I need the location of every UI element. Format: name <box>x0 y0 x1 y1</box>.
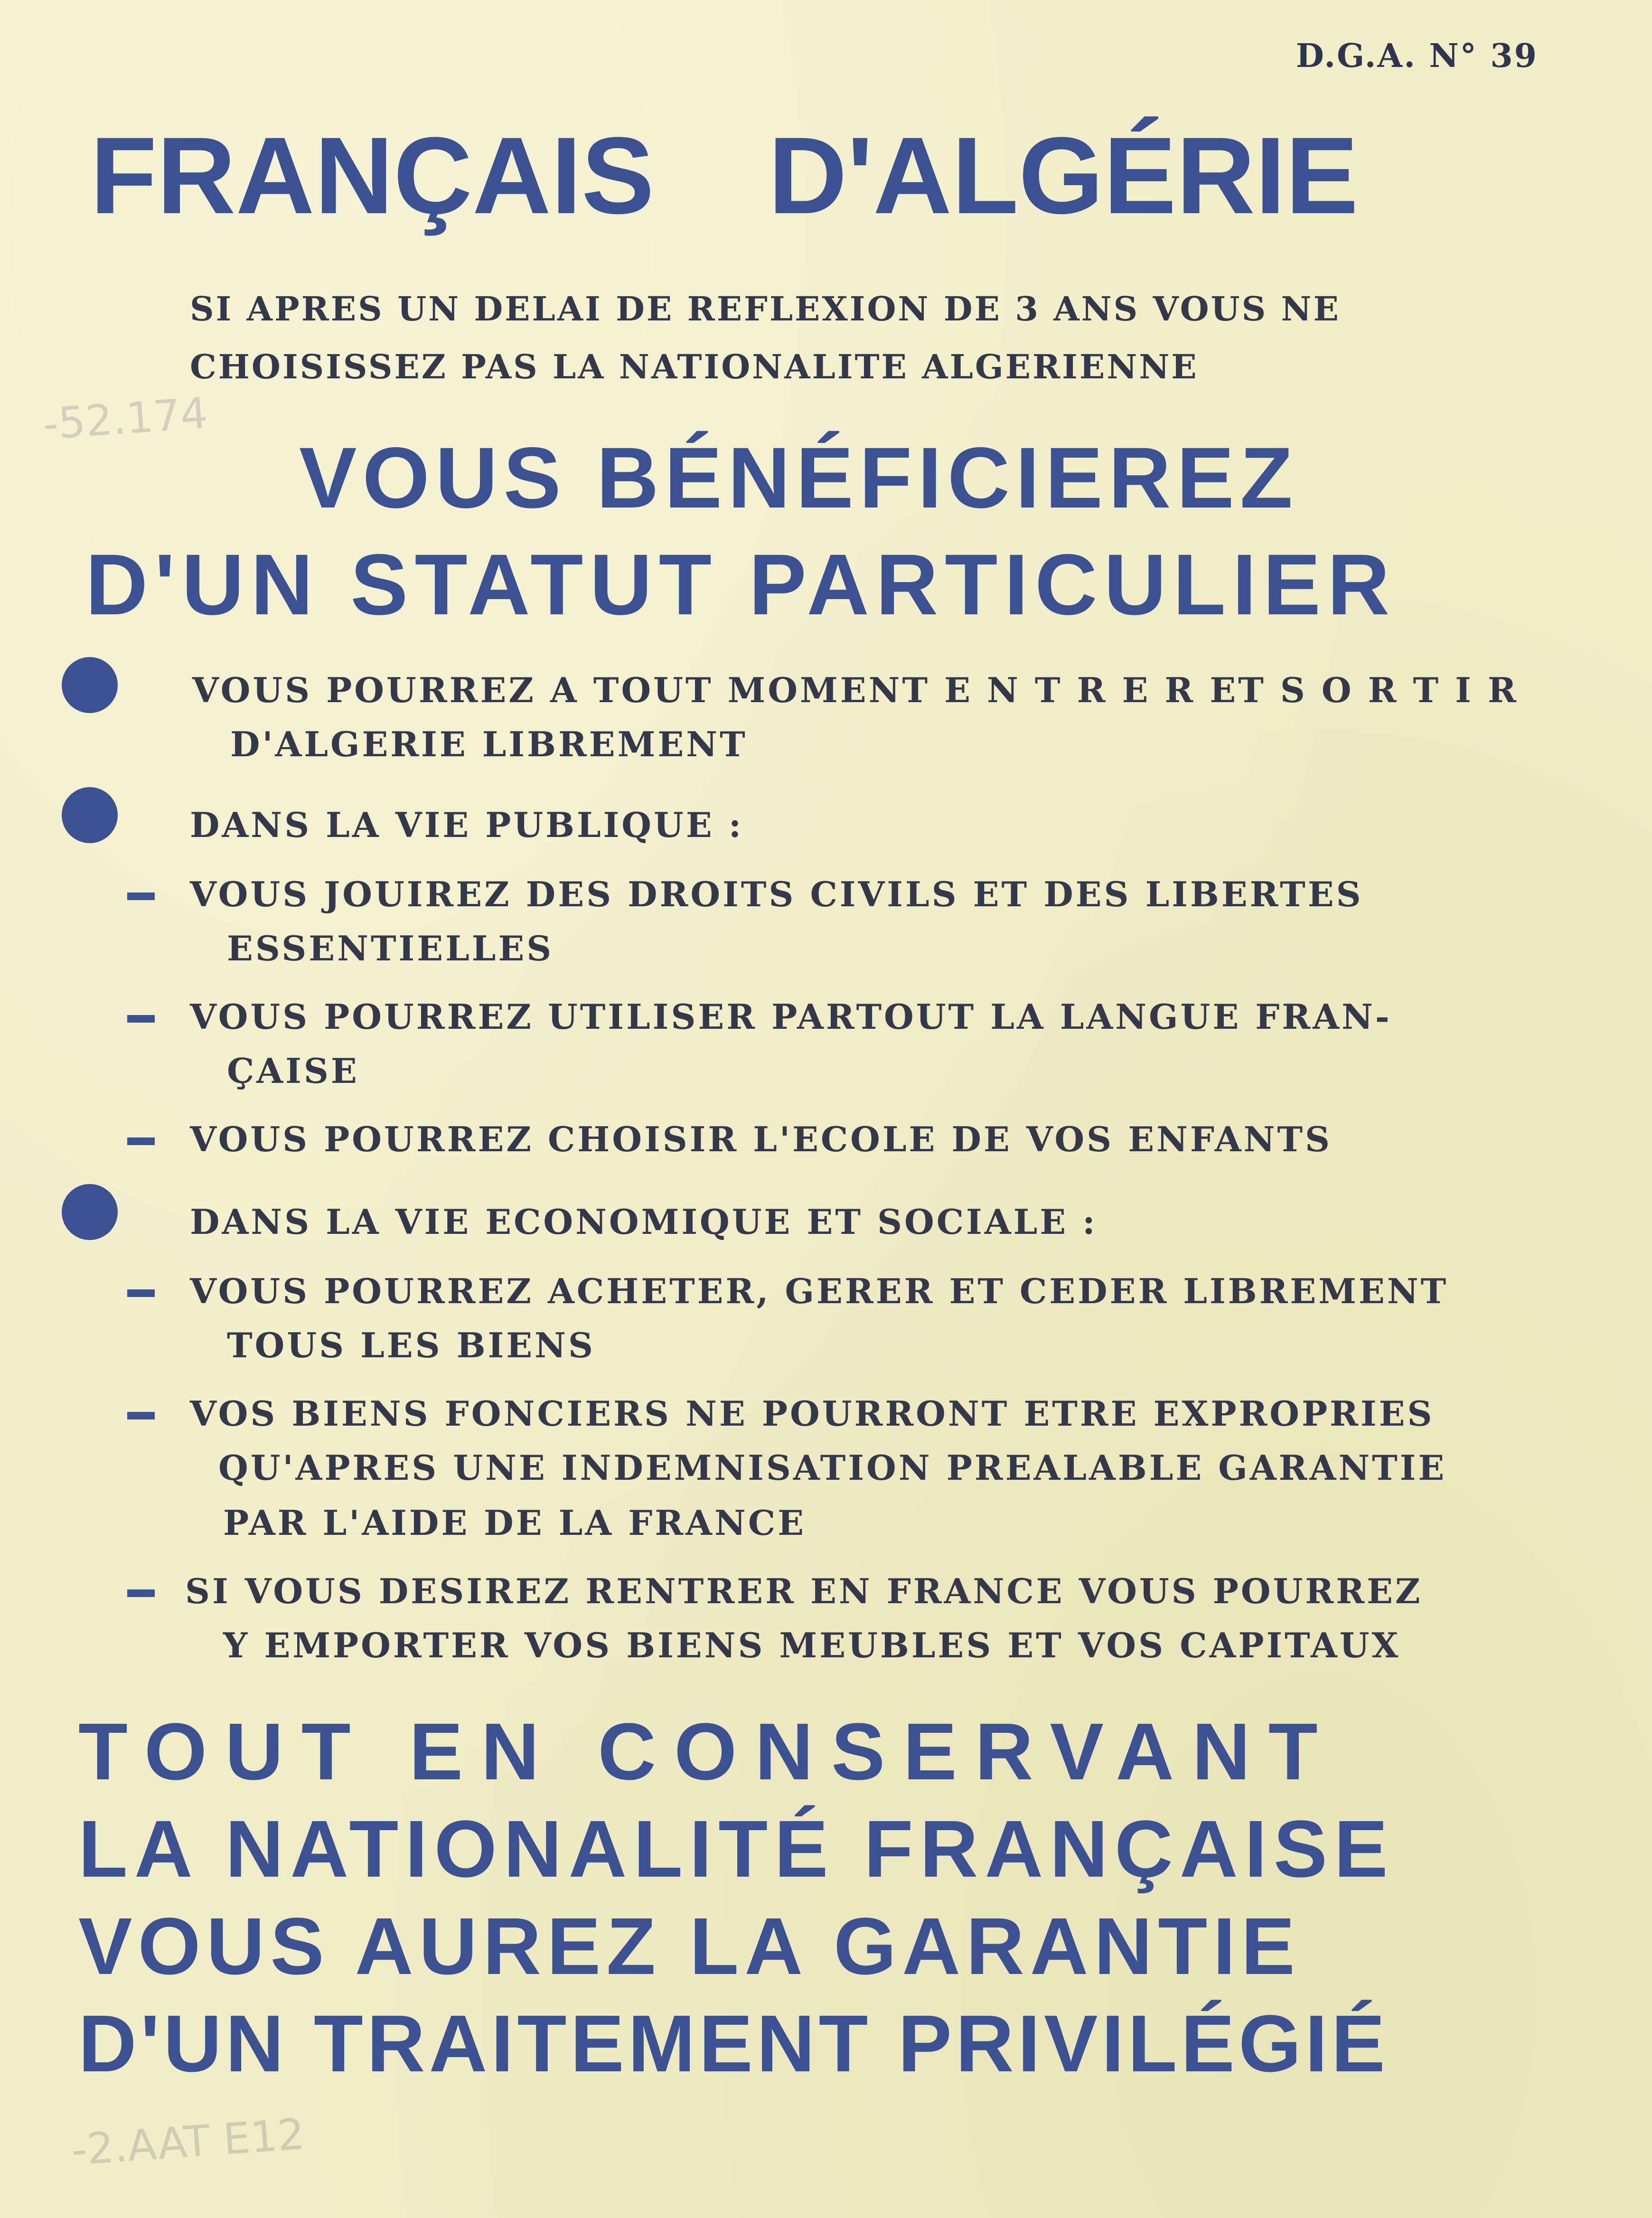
list-item-line: PAR L'AIDE DE LA FRANCE <box>223 1503 807 1543</box>
section-2-title: DANS LA VIE PUBLIQUE : <box>190 805 744 845</box>
intro-line: CHOISISSEZ PAS LA NATIONALITE ALGERIENNE <box>190 347 1199 386</box>
intro-paragraph <box>190 280 1472 396</box>
closing-line: TOUT EN CONSERVANT <box>78 1707 1336 1797</box>
list-item-line: ÇAISE <box>227 1051 359 1091</box>
list-item-line: Y EMPORTER VOS BIENS MEUBLES ET VOS CAPITAUX <box>223 1625 1401 1665</box>
reference-number: D.G.A. N° 39 <box>1295 37 1538 75</box>
list-item-line: VOUS POURREZ CHOISIR L'ECOLE DE VOS ENFANTS <box>190 1119 1333 1159</box>
list-item-line: QU'APRES UNE INDEMNISATION PREALABLE GARANTIE <box>218 1447 1447 1488</box>
dash-bullet-icon <box>127 1589 155 1597</box>
heading-line: D'UN STATUT PARTICULIER <box>85 536 1397 633</box>
heading-line: VOUS BÉNÉFICIEREZ <box>299 429 1299 526</box>
bullet-dot-icon <box>62 787 118 843</box>
pencil-annotation: -2.AAT E12 <box>69 2109 307 2176</box>
closing-line: LA NATIONALITÉ FRANÇAISE <box>78 1804 1395 1894</box>
closing-line: D'UN TRAITEMENT PRIVILÉGIÉ <box>78 1999 1389 2089</box>
dash-bullet-icon <box>127 1412 155 1419</box>
dash-bullet-icon <box>127 1289 155 1297</box>
intro-line: SI APRES UN DELAI DE REFLEXION DE 3 ANS VOUS NE <box>190 289 1341 329</box>
list-item-line: VOS BIENS FONCIERS NE POURRONT ETRE EXPROPRIES <box>190 1393 1435 1434</box>
section-3-title: DANS LA VIE ECONOMIQUE ET SOCIALE : <box>190 1202 1098 1242</box>
section-1-line: D'ALGERIE LIBREMENT <box>230 724 748 764</box>
pencil-annotation: -52.174 <box>41 388 209 450</box>
list-item-line: TOUS LES BIENS <box>227 1325 595 1365</box>
bullet-dot-icon <box>62 657 118 713</box>
dash-bullet-icon <box>127 1137 155 1145</box>
dash-bullet-icon <box>127 893 155 900</box>
list-item-line: VOUS JOUIREZ DES DROITS CIVILS ET DES LIBERTES <box>190 874 1363 914</box>
list-item-line: SI VOUS DESIREZ RENTRER EN FRANCE VOUS POURREZ <box>185 1571 1423 1611</box>
bullet-dot-icon <box>62 1184 118 1240</box>
title-word-francais: FRANÇAIS <box>90 114 655 236</box>
list-item-line: ESSENTIELLES <box>227 928 554 968</box>
list-item-line: VOUS POURREZ ACHETER, GERER ET CEDER LIBREMENT <box>190 1271 1449 1311</box>
section-1-line: VOUS POURREZ A TOUT MOMENT E N T R E R ET S O R T I R <box>192 670 1519 710</box>
list-item-line: VOUS POURREZ UTILISER PARTOUT LA LANGUE FRAN- <box>190 996 1392 1037</box>
main-title <box>90 114 1514 236</box>
dash-bullet-icon <box>127 1015 155 1023</box>
closing-line: VOUS AUREZ LA GARANTIE <box>78 1901 1301 1992</box>
title-word-algerie: D'ALGÉRIE <box>768 114 1359 236</box>
